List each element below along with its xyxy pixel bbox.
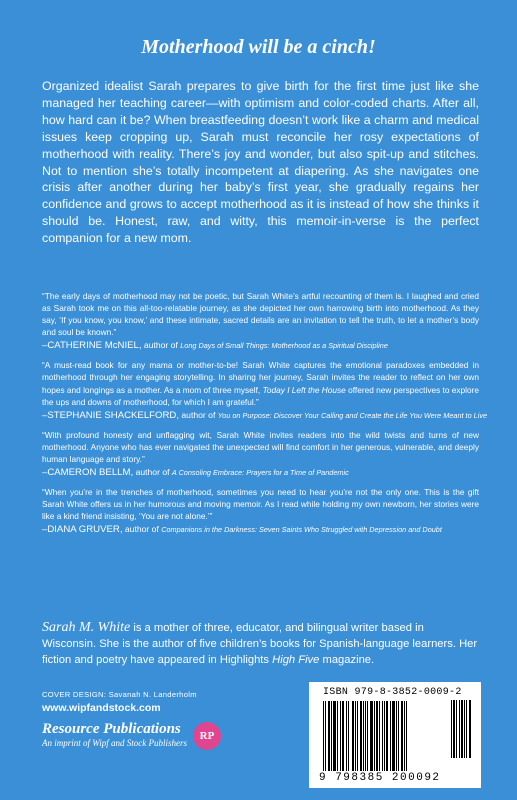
barcode-bars-icon bbox=[317, 701, 473, 771]
endorsement-4 bbox=[42, 486, 479, 536]
endorsement-attribution bbox=[42, 339, 479, 352]
bio-magazine-italic: High Five bbox=[272, 653, 320, 666]
book-blurb: Organized idealist Sarah prepares to give birth for the first time just like she managed her teaching career—with optimism and color-coded charts. After all, how hard can it be? When breastfeeding doesn’t work like a charm and medical issues keep cropping up, Sarah must reconcile her rosy expectations of motherhood with reality. There’s joy and wonder, but also spit-up and stitches. Not to mention she’s totally incompetent at diapering. As she navigates one crisis after another during her baby’s first year, she gradually regains her confidence and grows to accept motherhood as it is instead of how she thinks it should be. Honest, raw, and witty, this memoir-in-verse is the perfect companion for a new mom. bbox=[42, 79, 479, 246]
isbn-barcode bbox=[309, 682, 481, 788]
endorsement-1 bbox=[42, 290, 479, 352]
endorsement-text-part: “A must-read book for any mama or mother-to-be! Sarah White captures the emotional paradoxes embedded in motherhood through her engaging storytelling. In sharing her journey, Sarah invites the reader to reflect on her own hopes and longings as a mother. As a mom of three myself, bbox=[42, 360, 479, 395]
barcode-bar bbox=[406, 701, 407, 771]
endorsements bbox=[42, 290, 488, 543]
endorsement-attribution bbox=[42, 466, 479, 479]
publisher-imprint: An imprint of Wipf and Stock Publishers bbox=[42, 738, 187, 748]
endorsement-text-part: offered new perspectives to explore the ups and downs of motherhood, for which I am grateful.” bbox=[42, 384, 479, 407]
barcode-bar bbox=[469, 700, 471, 758]
author-name: Sarah M. White bbox=[42, 620, 131, 635]
endorsement-text bbox=[42, 359, 479, 407]
endorsement-2 bbox=[42, 359, 488, 421]
endorser-name: –DIANA GRUVER, bbox=[42, 524, 123, 536]
endorsement-attribution bbox=[42, 409, 488, 422]
cover-design-credit: COVER DESIGN: Savanah N. Landerholm bbox=[42, 690, 197, 699]
author-of-label: author of bbox=[124, 524, 159, 535]
endorser-book: A Consoling Embrace: Prayers for a Time of Pandemic bbox=[171, 468, 349, 478]
tagline: Motherhood will be a cinch! bbox=[141, 36, 376, 58]
endorser-book: Companions in the Darkness: Seven Saints Who Struggled with Depression and Doubt bbox=[161, 525, 442, 535]
endorser-name: –CAMERON BELLM, bbox=[42, 467, 134, 479]
endorsement-attribution bbox=[42, 523, 479, 536]
author-of-label: author of bbox=[143, 340, 178, 351]
price-barcode-icon bbox=[451, 700, 471, 758]
author-of-label: author of bbox=[181, 409, 216, 420]
endorser-name: –CATHERINE McNIEL, bbox=[42, 340, 142, 352]
endorser-book: Long Days of Small Things: Motherhood as a Spiritual Discipline bbox=[180, 341, 388, 351]
publisher-text bbox=[42, 722, 187, 750]
endorsement-text: “When you’re in the trenches of motherhood, sometimes you need to hear you’re not the only one. This is the gift Sarah White offers us in her humorous and moving memoir. As I read while holding my own newborn, her stories were like a kind friend insisting, ‘You are not alone.’” bbox=[42, 487, 479, 522]
endorsement-text: “With profound honesty and unflagging wit, Sarah White invites readers into the wild twists and turns of new motherhood. Anyone who has ever navigated the unexpected will find comfort in her generous, vulnerable, and deeply human language and story.” bbox=[42, 429, 479, 464]
isbn-label: ISBN 979-8-3852-0009-2 bbox=[323, 687, 462, 698]
publisher-name: Resource Publications bbox=[42, 721, 181, 737]
publisher-logo-icon: RP bbox=[193, 722, 221, 750]
publisher-credits bbox=[42, 690, 282, 750]
endorsement-3 bbox=[42, 429, 479, 479]
publisher-block bbox=[42, 722, 282, 750]
publisher-website[interactable]: www.wipfandstock.com bbox=[42, 702, 161, 714]
barcode-digits: 9 798385 200092 bbox=[319, 772, 441, 784]
author-of-label: author of bbox=[135, 467, 170, 478]
author-bio bbox=[42, 620, 479, 668]
endorsement-text: “The early days of motherhood may not be poetic, but Sarah White’s artful recounting of them is. I laughed and cried as Sarah took me on this all-too-relatable journey, as she depicted her own harrowing birth into motherhood. As they say, ‘If you know, you know,’ and these intimate, sacred details are an invitation to tell the truth, to let a mother’s body and soul be known.” bbox=[42, 291, 479, 338]
bio-text-end: magazine. bbox=[319, 653, 375, 666]
endorser-book: You on Purpose: Discover Your Calling and Create the Life You Were Meant to Live bbox=[217, 410, 488, 420]
bio-text: is a mother of three, educator, and bilingual writer based in Wisconsin. She is the author of five children’s books for Spanish-language learners. Her fiction and poetry have appeared in Highlights bbox=[42, 622, 478, 666]
book-title-italic: Today I Left the House bbox=[262, 384, 346, 395]
endorser-name: –STEPHANIE SHACKELFORD, bbox=[42, 409, 180, 421]
